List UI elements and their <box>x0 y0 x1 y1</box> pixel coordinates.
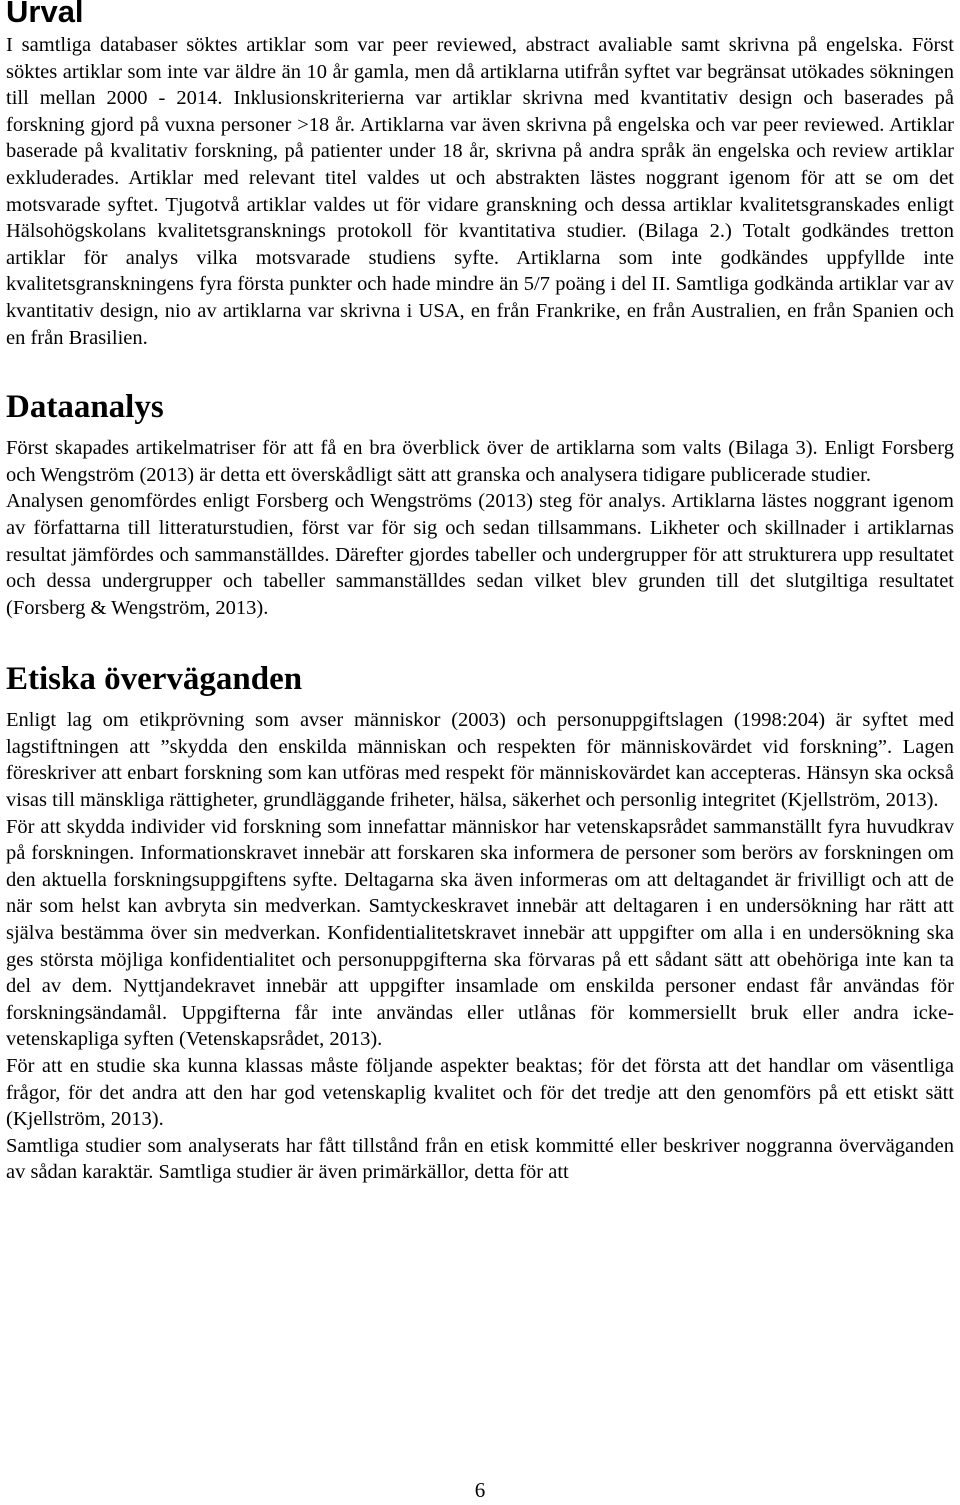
section-dataanalys <box>6 387 954 621</box>
section-etiska-overvaganden <box>6 659 954 1186</box>
urval-paragraph: I samtliga databaser söktes artiklar som var peer reviewed, abstract avaliable samt skrivna på engelska. Först söktes artiklar som inte var äldre än 10 år gamla, men då artiklarna utifrån syftet var begränsat utökades sökningen till mellan 2000 - 2014. Inklusionskriterierna var artiklar skrivna med kvantitativ design och baserades på forskning gjord på vuxna personer >18 år. Artiklarna var även skrivna på engelska och var peer reviewed. Artiklar baserade på kvalitativ forskning, på patienter under 18 år, skrivna på andra språk än engelska och review artiklar exkluderades. Artiklar med relevant titel valdes ut och abstrakten lästes noggrant igenom för att se om det motsvarade syftet. Tjugotvå artiklar valdes ut för vidare granskning och dessa artiklar kvalitetsgranskades enligt Hälsohögskolans kvalitetsgransknings protokoll för kvantitativa studier. (Bilaga 2.) Totalt godkändes tretton artiklar för analys vilka motsvarade studiens syfte. Artiklarna som inte godkändes uppfyllde inte kvalitetsgranskningens fyra första punkter och hade mindre än 5/7 poäng i del II. Samtliga godkända artiklar var av kvantitativ design, nio av artiklarna var skrivna i USA, en från Frankrike, en från Australien, en från Spanien och en från Brasilien. <box>6 34 954 349</box>
etiska-paragraph-3: För att en studie ska kunna klassas måste följande aspekter beaktas; för det första att det handlar om väsentliga frågor, för det andra att den har god vetenskaplig kvalitet och för det tredje att den genomförs på ett etiskt sätt (Kjellström, 2013). <box>6 1055 954 1131</box>
page-number: 6 <box>474 1478 486 1502</box>
page-content <box>6 0 954 1186</box>
section-heading-etiska-overvaganden: Etiska överväganden <box>6 661 303 698</box>
etiska-paragraph-1: Enligt lag om etikprövning som avser människor (2003) och personuppgiftslagen (1998:204) är syftet med lagstiftningen att ”skydda den enskilda människan och respekten för människovärdet vid forskning”. Lagen föreskriver att enbart forskning som kan utföras med respekt för människovärdet kan accepteras. Hänsyn ska också visas till mänskliga rättigheter, grundläggande friheter, hälsa, säkerhet och personlig integritet (Kjellström, 2013). <box>6 709 954 812</box>
section-heading-dataanalys: Dataanalys <box>6 389 164 426</box>
section-urval <box>6 0 954 351</box>
section-heading-urval: Urval <box>6 0 84 29</box>
etiska-paragraph-2: För att skydda individer vid forskning som innefattar människor har vetenskapsrådet sammanställt fyra huvudkrav på forskningen. Informationskravet innebär att forskaren ska informera de personer som berörs av forskningen om den aktuella forskningsuppgiftens syfte. Deltagarna ska även informeras om att deltagandet är frivilligt och att de när som helst kan avbryta sin medverkan. Samtyckeskravet innebär att deltagaren i en undersökning har rätt att själva bestämma över sin medverkan. Konfidentialitetskravet innebär att uppgifter om alla i en undersökning ska ges största möjliga konfidentialitet och personuppgifterna ska förvaras på ett sådant sätt att obehöriga inte kan ta del av dem. Nyttjandekravet innebär att uppgifter insamlade om enskilda personer endast får användas för forskningsändamål. Uppgifterna får inte användas eller utlånas för kommersiellt bruk eller andra icke-vetenskapliga syften (Vetenskapsrådet, 2013). <box>6 815 954 1051</box>
dataanalys-paragraph-1: Först skapades artikelmatriser för att få en bra överblick över de artiklarna som valts (Bilaga 3). Enligt Forsberg och Wengström (2013) är detta ett överskådligt sätt att granska och analysera tidigare publicerade studier. <box>6 437 954 486</box>
dataanalys-paragraph-2: Analysen genomfördes enligt Forsberg och Wengströms (2013) steg för analys. Artiklarna lästes noggrant igenom av författarna till litteraturstudien, först var för sig och sedan tillsammans. Likheter och skillnader i artiklarnas resultat jämfördes och sammanställdes. Därefter gjordes tabeller och undergrupper för att strukturera upp resultatet och dessa undergrupper och tabeller sammanställdes sedan vilket blev grunden till det slutgiltiga resultatet (Forsberg & Wengström, 2013). <box>6 490 954 619</box>
etiska-paragraph-4: Samtliga studier som analyserats har fått tillstånd från en etisk kommitté eller beskriver noggranna överväganden av sådan karaktär. Samtliga studier är även primärkällor, detta för att <box>6 1134 954 1184</box>
